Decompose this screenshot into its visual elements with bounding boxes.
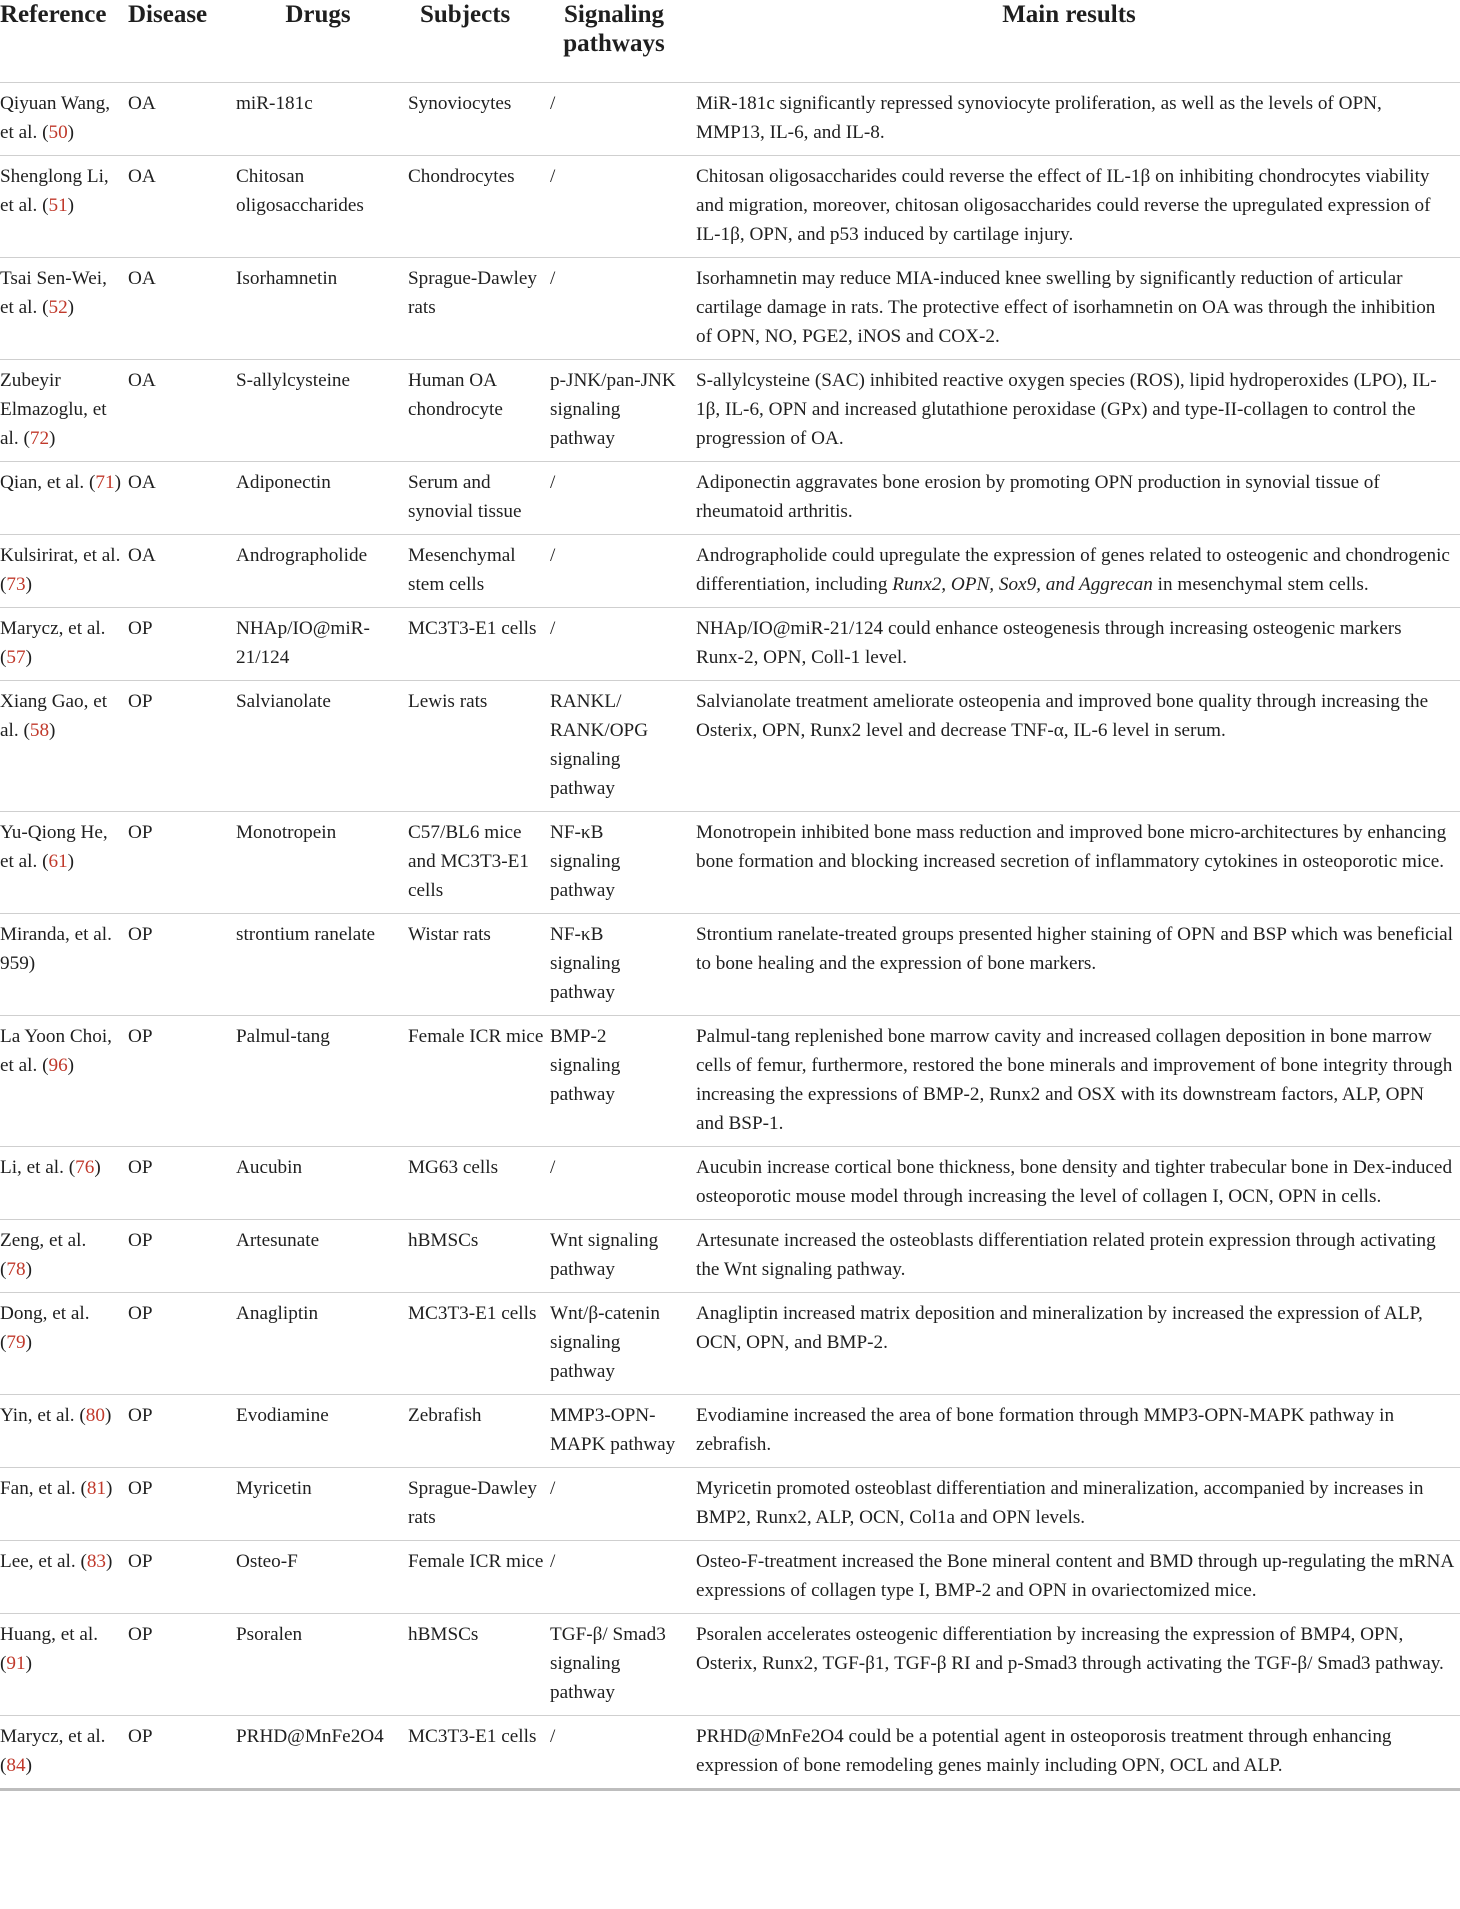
reference-number: 52 <box>48 296 68 318</box>
cell-pathway: RANKL/ RANK/OPG signaling pathway <box>550 690 649 799</box>
table-row <box>0 680 1460 811</box>
reference-text: Yin, et al. <box>0 1404 75 1426</box>
table-row <box>0 1219 1460 1292</box>
cell-disease: OP <box>128 617 153 639</box>
cell-main-result: Isorhamnetin may reduce MIA-induced knee swelling by significantly reduction of articular cartilage damage in rats. The protective effect of isorhamnetin on OA was through the inhibition of OPN, NO, PGE2, iNOS and COX-2. <box>696 267 1436 347</box>
cell-subject: hBMSCs <box>408 1623 479 1645</box>
cell-reference: Lee, et al. (83) <box>0 1550 113 1572</box>
cell-drug: Monotropein <box>236 821 337 843</box>
reference-text: Kulsirirat, et al. <box>0 544 121 566</box>
reference-text: Marycz, et al. <box>0 1725 106 1747</box>
cell-drug: Chitosan oligosaccharides <box>236 165 364 216</box>
reference-number: 84 <box>6 1754 26 1776</box>
reference-number: 50 <box>48 121 68 143</box>
cell-reference: Marycz, et al. (57) <box>0 617 106 668</box>
table-row <box>0 1540 1460 1613</box>
reference-number: 79 <box>6 1331 26 1353</box>
table-row <box>0 811 1460 913</box>
cell-main-result: Monotropein inhibited bone mass reduction and improved bone micro-architectures by enhancing bone formation and blocking increased secretion of inflammatory cytokines in osteoporotic mice. <box>696 821 1447 872</box>
cell-subject: MC3T3-E1 cells <box>408 617 537 639</box>
cell-disease: OP <box>128 1623 153 1645</box>
cell-drug: strontium ranelate <box>236 923 376 945</box>
cell-reference: Tsai Sen-Wei, et al. (52) <box>0 267 107 318</box>
header-reference: Reference <box>0 1 107 28</box>
cell-subject: Wistar rats <box>408 923 491 945</box>
reference-number: 91 <box>6 1652 26 1674</box>
cell-pathway: / <box>550 1477 556 1499</box>
reference-text: Qian, et al. <box>0 471 85 493</box>
result-text-italic: Runx2, OPN, Sox9, and Aggrecan <box>892 573 1153 595</box>
cell-main-result: Psoralen accelerates osteogenic differentiation by increasing the expression of BMP4, OPN, Osterix, Runx2, TGF-β1, TGF-β RI and p-Smad3 through activating the TGF-β/ Smad3 pathway. <box>696 1623 1444 1674</box>
cell-main-result: PRHD@MnFe2O4 could be a potential agent in osteoporosis treatment through enhancing expression of bone remodeling genes mainly including OPN, OCL and ALP. <box>696 1725 1392 1776</box>
table-row <box>0 1467 1460 1540</box>
cell-main-result: NHAp/IO@miR-21/124 could enhance osteogenesis through increasing osteogenic markers Runx-2, OPN, Coll-1 level. <box>696 617 1402 668</box>
cell-disease: OP <box>128 1156 153 1178</box>
reference-number: 76 <box>75 1156 95 1178</box>
reference-text: Xiang Gao, et al. <box>0 690 108 741</box>
cell-subject: hBMSCs <box>408 1229 479 1251</box>
table-row <box>0 1715 1460 1789</box>
cell-reference: Yin, et al. (80) <box>0 1404 112 1426</box>
cell-reference: Huang, et al. (91) <box>0 1623 99 1674</box>
reference-number: 96 <box>48 1054 68 1076</box>
table-row <box>0 1613 1460 1715</box>
cell-main-result: MiR-181c significantly repressed synoviocyte proliferation, as well as the levels of OPN, MMP13, IL-6, and IL-8. <box>696 92 1382 143</box>
cell-subject: Chondrocytes <box>408 165 515 187</box>
cell-drug: miR-181c <box>236 92 313 114</box>
cell-drug: Aucubin <box>236 1156 303 1178</box>
cell-pathway: Wnt signaling pathway <box>550 1229 659 1280</box>
reference-number: 58 <box>29 719 50 741</box>
cell-main-result: Evodiamine increased the area of bone formation through MMP3-OPN-MAPK pathway in zebrafish. <box>696 1404 1395 1455</box>
cell-reference: Qiyuan Wang, et al. (50) <box>0 92 111 143</box>
cell-disease: OP <box>128 821 153 843</box>
reference-text: Zeng, et al. <box>0 1229 87 1251</box>
reference-text: Miranda, et al. 959) <box>0 923 112 974</box>
reference-number: 80 <box>85 1404 105 1426</box>
cell-disease: OA <box>128 92 156 114</box>
cell-main-result: Strontium ranelate-treated groups presented higher staining of OPN and BSP which was beneficial to bone healing and the expression of bone markers. <box>696 923 1454 974</box>
cell-subject: Sprague-Dawley rats <box>408 1477 537 1528</box>
cell-disease: OP <box>128 1302 153 1324</box>
cell-subject: Synoviocytes <box>408 92 512 114</box>
cell-disease: OP <box>128 690 153 712</box>
cell-drug: Psoralen <box>236 1623 303 1645</box>
header-drugs: Drugs <box>285 1 351 28</box>
reference-text: Dong, et al. <box>0 1302 90 1324</box>
cell-disease: OP <box>128 1725 153 1747</box>
table-row <box>0 257 1460 359</box>
cell-pathway: / <box>550 1550 556 1572</box>
cell-main-result: S-allylcysteine (SAC) inhibited reactive oxygen species (ROS), lipid hydroperoxides (LPO), IL-1β, IL-6, OPN and increased glutathione peroxidase (GPx) and type-II-collagen to control the progression of OA. <box>696 369 1437 449</box>
reference-text: Li, et al. <box>0 1156 64 1178</box>
cell-drug: Isorhamnetin <box>236 267 338 289</box>
reference-number: 73 <box>6 573 26 595</box>
cell-drug: S-allylcysteine <box>236 369 351 391</box>
cell-drug: Osteo-F <box>236 1550 298 1572</box>
cell-disease: OA <box>128 165 156 187</box>
cell-pathway: NF-κB signaling pathway <box>550 923 621 1003</box>
cell-drug: Adiponectin <box>236 471 331 493</box>
cell-pathway: / <box>550 544 556 566</box>
table-body <box>0 82 1460 1789</box>
reference-number: 81 <box>86 1477 107 1499</box>
cell-subject: Serum and synovial tissue <box>408 471 522 522</box>
cell-disease: OA <box>128 267 156 289</box>
cell-main-result: Osteo-F-treatment increased the Bone mineral content and BMD through up-regulating the mRNA expressions of collagen type I, BMP-2 and OPN in ovariectomized mice. <box>696 1550 1454 1601</box>
cell-disease: OP <box>128 1229 153 1251</box>
cell-pathway: p-JNK/pan-JNK signaling pathway <box>550 369 676 449</box>
table-row <box>0 82 1460 155</box>
cell-main-result: Palmul-tang replenished bone marrow cavity and increased collagen deposition in bone marrow cells of femur, furthermore, restored the bone minerals and improvement of bone integrity through increasing the expressions of BMP-2, Runx2 and OSX with its downstream factors, ALP, OPN and BSP-1. <box>696 1025 1453 1134</box>
cell-subject: Sprague-Dawley rats <box>408 267 537 318</box>
cell-pathway: / <box>550 267 556 289</box>
cell-main-result: Aucubin increase cortical bone thickness, bone density and tighter trabecular bone in Dex-induced osteoporotic mouse model through increasing the level of collagen I, OCN, OPN in cells. <box>696 1156 1453 1207</box>
cell-subject: Human OA chondrocyte <box>408 369 503 420</box>
cell-disease: OP <box>128 1404 153 1426</box>
result-text-pre: Andrographolide could upregulate the expression of genes related to osteogenic and chondrogenic differentiation, including <box>696 544 1450 595</box>
cell-reference: Dong, et al. (79) <box>0 1302 90 1353</box>
cell-pathway: / <box>550 1156 556 1178</box>
cell-subject: Zebrafish <box>408 1404 482 1426</box>
table-row <box>0 1146 1460 1219</box>
cell-reference: Xiang Gao, et al. (58) <box>0 690 108 741</box>
table-row <box>0 1015 1460 1146</box>
reference-text: Tsai Sen-Wei, et al. <box>0 267 107 318</box>
cell-drug: Anagliptin <box>236 1302 319 1324</box>
cell-pathway: / <box>550 92 556 114</box>
cell-disease: OA <box>128 544 156 566</box>
cell-reference: Fan, et al. (81) <box>0 1477 113 1499</box>
cell-pathway: / <box>550 471 556 493</box>
reference-text: Qiyuan Wang, et al. <box>0 92 111 143</box>
cell-main-result: Anagliptin increased matrix deposition and mineralization by increased the expression of ALP, OCN, OPN, and BMP-2. <box>696 1302 1423 1353</box>
reference-text: Marycz, et al. <box>0 617 106 639</box>
cell-pathway: / <box>550 617 556 639</box>
cell-reference: Marycz, et al. (84) <box>0 1725 106 1776</box>
cell-drug: Evodiamine <box>236 1404 329 1426</box>
cell-drug: Myricetin <box>236 1477 312 1499</box>
table-row <box>0 359 1460 461</box>
cell-disease: OP <box>128 1477 153 1499</box>
cell-subject: Mesenchymal stem cells <box>408 544 516 595</box>
cell-main-result: Artesunate increased the osteoblasts differentiation related protein expression through activating the Wnt signaling pathway. <box>696 1229 1436 1280</box>
cell-disease: OP <box>128 1550 153 1572</box>
cell-drug: Andrographolide <box>236 544 368 566</box>
cell-subject: C57/BL6 mice and MC3T3-E1 cells <box>408 821 529 901</box>
cell-pathway: Wnt/β-catenin signaling pathway <box>550 1302 660 1382</box>
cell-reference: Zubeyir Elmazoglu, et al. (72) <box>0 369 107 449</box>
reference-number: 71 <box>95 471 115 493</box>
cell-drug: PRHD@MnFe2O4 <box>236 1725 384 1747</box>
reference-number: 78 <box>6 1258 26 1280</box>
cell-pathway: / <box>550 1725 556 1747</box>
cell-disease: OP <box>128 1025 153 1047</box>
header-subjects: Subjects <box>420 1 511 28</box>
cell-main-result: Myricetin promoted osteoblast differentiation and mineralization, accompanied by increases in BMP2, Runx2, ALP, OCN, Col1a and OPN levels. <box>696 1477 1424 1528</box>
reference-number: 61 <box>48 850 68 872</box>
cell-main-result: Salvianolate treatment ameliorate osteopenia and improved bone quality through increasing the Osterix, OPN, Runx2 level and decrease TNF-α, IL-6 level in serum. <box>696 690 1429 741</box>
cell-drug: Palmul-tang <box>236 1025 330 1047</box>
cell-reference <box>0 913 128 1015</box>
cell-reference: La Yoon Choi, et al. (96) <box>0 1025 112 1076</box>
cell-subject: MC3T3-E1 cells <box>408 1302 537 1324</box>
cell-drug: Salvianolate <box>236 690 331 712</box>
cell-pathway: NF-κB signaling pathway <box>550 821 621 901</box>
cell-reference: Kulsirirat, et al. (73) <box>0 544 121 595</box>
table-row <box>0 155 1460 257</box>
reference-number: 57 <box>6 646 26 668</box>
cell-main-result <box>682 534 1460 607</box>
cell-pathway: MMP3-OPN-MAPK pathway <box>550 1404 676 1455</box>
cell-drug: Artesunate <box>236 1229 320 1251</box>
cell-reference: Zeng, et al. (78) <box>0 1229 87 1280</box>
cell-pathway: BMP-2 signaling pathway <box>550 1025 621 1105</box>
cell-reference: Qian, et al. (71) <box>0 471 121 493</box>
cell-disease: OP <box>128 923 153 945</box>
cell-disease: OA <box>128 369 156 391</box>
cell-subject: Female ICR mice <box>408 1550 544 1572</box>
reference-text: Lee, et al. <box>0 1550 76 1572</box>
reference-text: Fan, et al. <box>0 1477 76 1499</box>
result-text-post: in mesenchymal stem cells. <box>1152 573 1369 595</box>
cell-reference: Li, et al. (76) <box>0 1156 101 1178</box>
cell-reference: Yu-Qiong He, et al. (61) <box>0 821 108 872</box>
cell-main-result: Adiponectin aggravates bone erosion by promoting OPN production in synovial tissue of rheumatoid arthritis. <box>696 471 1380 522</box>
table-row <box>0 1292 1460 1394</box>
table-row <box>0 607 1460 680</box>
table-row <box>0 534 1460 607</box>
reference-number: 83 <box>86 1550 107 1572</box>
reference-text: Shenglong Li, et al. <box>0 165 109 216</box>
reference-text: Yu-Qiong He, et al. <box>0 821 108 872</box>
table-row <box>0 913 1460 1015</box>
cell-drug: NHAp/IO@miR-21/124 <box>236 617 370 668</box>
table-row <box>0 1394 1460 1467</box>
cell-reference: Shenglong Li, et al. (51) <box>0 165 109 216</box>
cell-disease: OA <box>128 471 156 493</box>
reference-text: Huang, et al. <box>0 1623 99 1645</box>
header-main-results: Main results <box>1002 1 1136 28</box>
cell-pathway: / <box>550 165 556 187</box>
table-row <box>0 461 1460 534</box>
cell-subject: MC3T3-E1 cells <box>408 1725 537 1747</box>
cell-pathway: TGF-β/ Smad3 signaling pathway <box>550 1623 666 1703</box>
cell-subject: Lewis rats <box>408 690 488 712</box>
reference-number: 51 <box>48 194 68 216</box>
cell-subject: Female ICR mice <box>408 1025 544 1047</box>
header-disease: Disease <box>128 1 208 28</box>
cell-main-result: Chitosan oligosaccharides could reverse the effect of IL-1β on inhibiting chondrocytes viability and migration, moreover, chitosan oligosaccharides could reverse the upregulated expression of IL-1β, OPN, and p53 induced by cartilage injury. <box>696 165 1431 245</box>
reference-number: 72 <box>29 427 50 449</box>
table-header-row <box>0 0 1460 82</box>
header-signaling-pathways: Signaling pathways <box>563 1 665 57</box>
reference-text: La Yoon Choi, et al. <box>0 1025 112 1076</box>
cell-subject: MG63 cells <box>408 1156 499 1178</box>
reference-text: Zubeyir Elmazoglu, et al. <box>0 369 107 449</box>
